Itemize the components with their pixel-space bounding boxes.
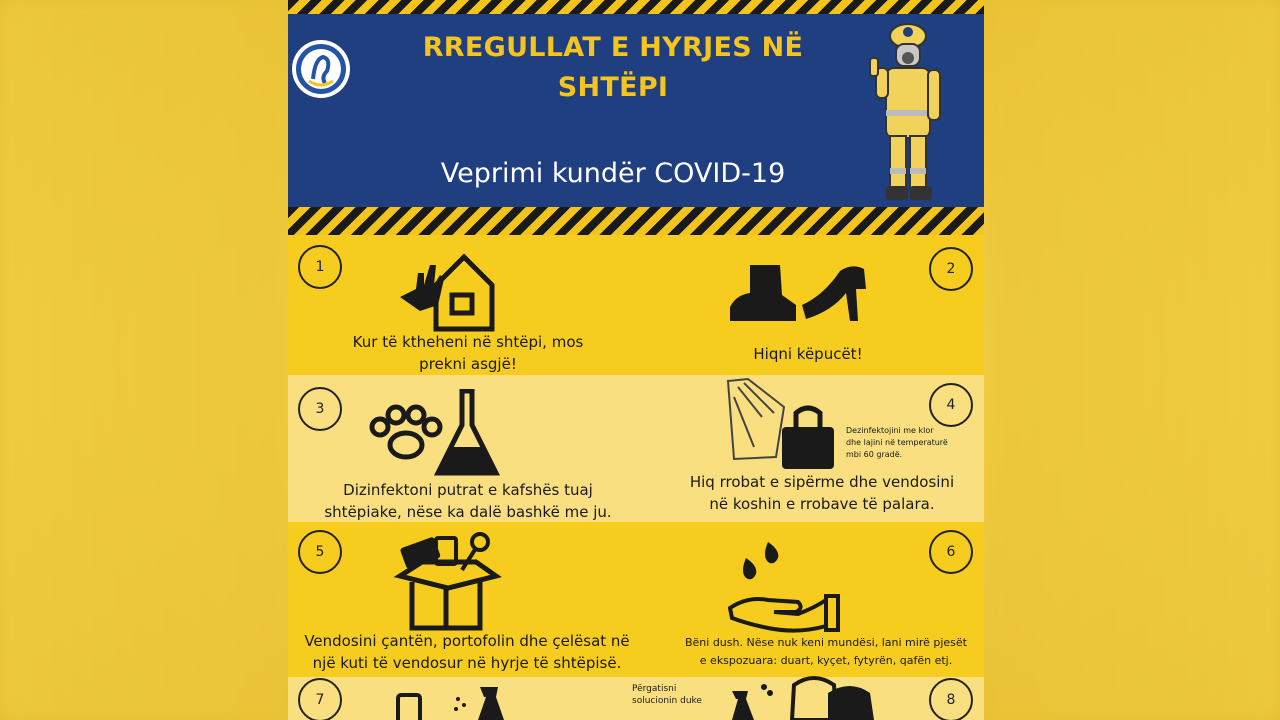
step-5-caption-line-1: Vendosini çantën, portofolin dhe çelësat në	[304, 632, 630, 650]
step-number-6: 6	[929, 530, 973, 574]
steps-row-2	[288, 375, 984, 522]
step-4-caption	[660, 471, 984, 515]
step-3-caption-line-2: shtëpiake, nëse ka dalë bashkë me ju.	[324, 503, 612, 521]
firefighter-icon	[866, 18, 946, 210]
step-8-note-line-2: solucionin duke	[632, 696, 702, 706]
step-2-caption: Hiqni këpucët!	[753, 345, 863, 363]
step-8-note	[632, 683, 722, 707]
step-4-note	[846, 425, 980, 461]
step-3-caption-line-1: Dizinfektoni putrat e kafshës tuaj	[343, 481, 593, 499]
house-hand-icon	[396, 245, 496, 333]
title-line-2: SHTËPI	[557, 72, 669, 103]
background-blur-left	[0, 0, 290, 720]
step-number-3: 3	[298, 387, 342, 431]
step-4-caption-line-1: Hiq rrobat e sipërme dhe vendosini	[689, 473, 955, 491]
step-number-7: 7	[298, 678, 342, 720]
step-1-caption-line-2: prekni asgjë!	[419, 355, 517, 373]
step-4-note-line-2: dhe lajini në temperaturë	[846, 438, 948, 447]
step-5-caption	[294, 630, 640, 674]
hand-drops-icon	[728, 538, 840, 634]
shoes-icon	[728, 261, 870, 327]
step-number-8: 8	[929, 678, 973, 720]
phone-spray-icon	[392, 681, 522, 720]
step-number-2: 2	[929, 247, 973, 291]
step-1-caption	[318, 331, 618, 375]
step-number-4: 4	[929, 383, 973, 427]
steps-row-4	[288, 677, 984, 720]
step-number-5: 5	[298, 530, 342, 574]
step-5-caption-line-2: një kuti të vendosur në hyrje të shtëpisë.	[312, 654, 622, 672]
step-4-caption-line-2: në koshin e rrobave të palara.	[709, 495, 935, 513]
steps-row-3	[288, 522, 984, 677]
hazard-stripe-top	[288, 0, 984, 14]
poster-subtitle: Veprimi kundër COVID-19	[440, 158, 786, 189]
spray-bags-icon	[724, 671, 884, 720]
background-blur-right	[990, 0, 1280, 720]
step-6-caption-line-1: Bëni dush. Nëse nuk keni mundësi, lani mirë pjesët	[684, 636, 967, 649]
step-1-caption-line-1: Kur të ktheheni në shtëpi, mos	[352, 333, 584, 351]
covid-poster	[288, 0, 984, 720]
title-line-1: RREGULLAT E HYRJES NË	[422, 32, 804, 63]
step-number-1: 1	[298, 245, 342, 289]
hazard-stripe-middle	[288, 207, 984, 235]
steps-row-1	[288, 235, 984, 375]
box-items-icon	[392, 532, 502, 636]
poster-title	[368, 28, 858, 108]
step-6-caption	[668, 634, 984, 670]
step-3-caption	[298, 479, 638, 523]
emergency-logo-icon	[291, 39, 351, 99]
step-8-note-line-1: Përgatisni	[632, 684, 677, 694]
poster-header	[288, 14, 984, 207]
clothes-bag-icon	[714, 377, 838, 471]
step-4-note-line-1: Dezinfektojini me klor	[846, 426, 934, 435]
paw-flask-icon	[366, 389, 502, 477]
step-4-note-line-3: mbi 60 gradë.	[846, 450, 903, 459]
step-6-caption-line-2: e ekspozuara: duart, kyçet, fytyrën, qafën etj.	[699, 654, 953, 667]
